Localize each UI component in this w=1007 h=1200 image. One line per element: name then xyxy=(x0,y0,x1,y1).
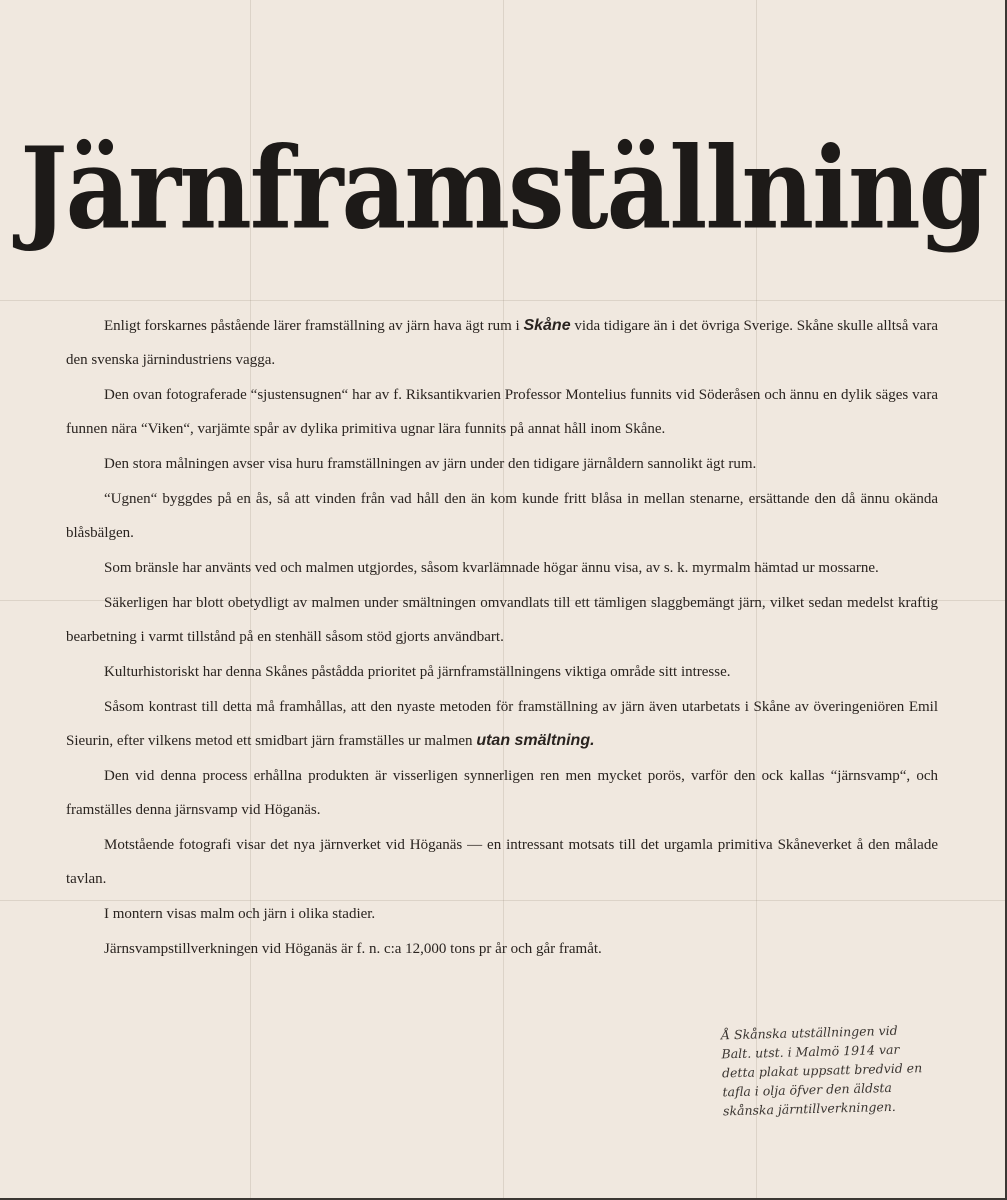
emphasized-word: Skåne xyxy=(523,317,571,334)
paragraph xyxy=(66,551,938,585)
paragraph-text: Som bränsle har använts ved och malmen utgjordes, såsom kvarlämnade högar ännu visa, av s. k. myrmalm hämtad ur mossarne. xyxy=(104,560,879,576)
paragraph-text: “Ugnen“ byggdes på en ås, så att vinden från vad håll den än kom kunde fritt blåsa in mellan stenarne, ersättande den då ännu okända blåsbälgen. xyxy=(66,491,938,541)
paragraph-text: Säkerligen har blott obetydligt av malmen under smältningen omvandlats till ett tämligen slaggbemängt järn, vilket sedan medelst kraftig bearbetning i varmt tillstånd på en stenhäll såsom stöd gjorts användbart. xyxy=(66,595,938,645)
paragraph xyxy=(66,586,938,654)
paragraph xyxy=(66,378,938,446)
fold-line xyxy=(0,300,1005,301)
paragraph-text: Enligt forskarnes påstående lärer framställning av järn hava ägt rum i xyxy=(104,318,524,334)
paragraph-text: vida tidigare än i det övriga Sverige. Skåne skulle alltså vara den svenska järnindustriens vagga. xyxy=(66,318,938,368)
note-line: Balt. utst. i Malmö 1914 var xyxy=(721,1041,900,1062)
emphasized-phrase: utan smältning. xyxy=(476,732,595,749)
paragraph-text: I montern visas malm och järn i olika stadier. xyxy=(104,906,376,922)
paragraph-text: Den ovan fotograferade “sjustensugnen“ har av f. Riksantikvarien Professor Montelius funnits vid Söderåsen och ännu en dylik säges vara funnen nära “Viken“, varjämte spår av dylika primitiva ugnar lära funnits på annat håll inom Skåne. xyxy=(66,387,938,437)
paragraph xyxy=(66,482,938,550)
note-line: skånska järntillverkningen. xyxy=(722,1098,896,1119)
paragraph-text: Den vid denna process erhållna produkten är visserligen synnerligen ren men mycket porös, varför den ock kallas “järnsvamp“, och framställes denna järnsvamp vid Höganäs. xyxy=(66,768,938,818)
paragraph-text: Järnsvampstillverkningen vid Höganäs är f. n. c:a 12,000 tons pr år och går framåt. xyxy=(104,941,602,957)
paragraph xyxy=(66,309,938,377)
paragraph-text: Motstående fotografi visar det nya järnverket vid Höganäs — en intressant motsats till det urgamla primitiva Skåneverket å den målade tavlan. xyxy=(66,837,938,887)
paragraph xyxy=(66,932,938,966)
poster-title: Järnframställning xyxy=(20,122,987,255)
paragraph xyxy=(66,897,938,931)
note-line: Å Skånska utställningen vid xyxy=(720,1022,898,1043)
paragraph-text: Kulturhistoriskt har denna Skånes påstådda prioritet på järnframställningens viktiga område sitt intresse. xyxy=(104,664,731,680)
paragraph-text: Den stora målningen avser visa huru framställningen av järn under den tidigare järnåldern sannolikt ägt rum. xyxy=(104,456,757,472)
note-line: tafla i olja öfver den äldsta xyxy=(722,1079,893,1100)
paragraph xyxy=(66,690,938,758)
paragraph xyxy=(66,759,938,827)
paragraph-text: Såsom kontrast till detta må framhållas, att den nyaste metoden för framställning av järn även utarbetats i Skåne av överingeniören Emil Sieurin, efter vilkens metod ett smidbart järn framställes ur malmen xyxy=(66,699,938,749)
paragraph xyxy=(66,828,938,896)
handwritten-note xyxy=(721,1019,983,1121)
paragraph xyxy=(66,447,938,481)
note-line: detta plakat uppsatt bredvid en xyxy=(721,1060,923,1081)
paragraph xyxy=(66,655,938,689)
body-text xyxy=(66,309,938,967)
